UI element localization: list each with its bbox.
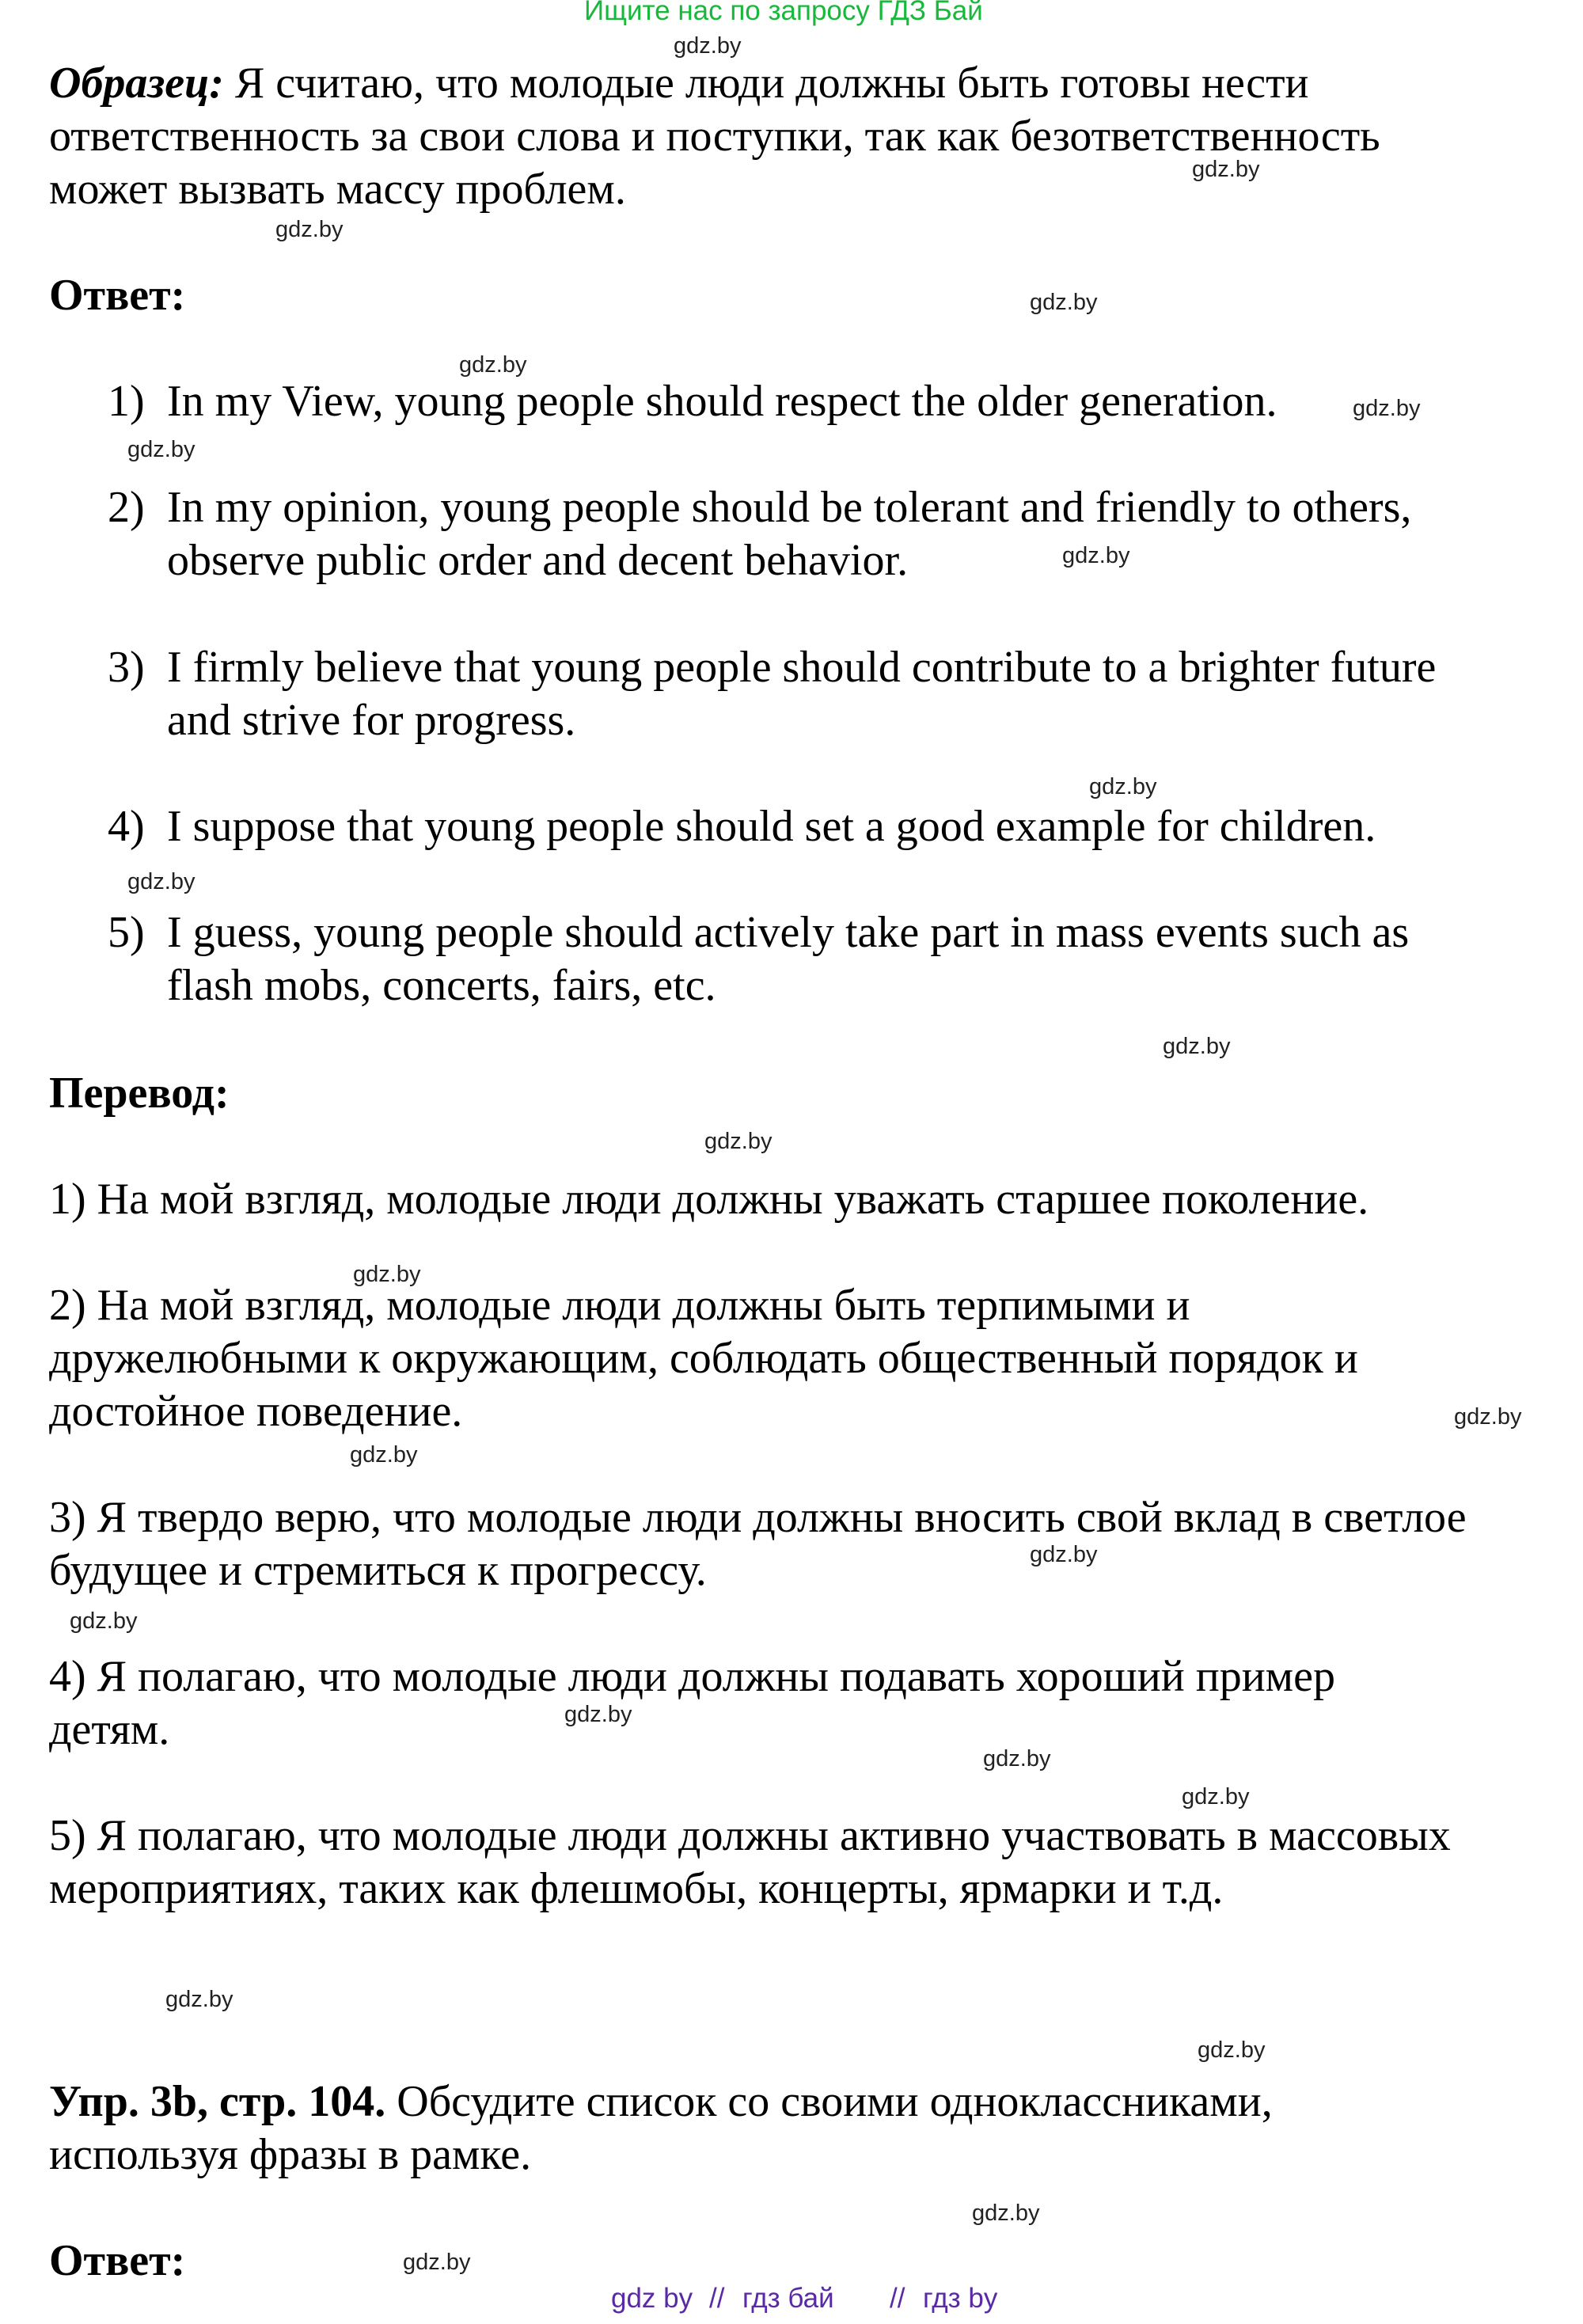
footer-link-gdz-by-cyr[interactable]: гдз by	[923, 2283, 998, 2314]
translation-line: 4) Я полагаю, что молодые люди должны подавать хороший пример	[49, 1652, 1335, 1701]
watermark: gdz.by	[350, 1442, 418, 1468]
watermark: gdz.by	[1198, 2037, 1266, 2063]
answer-item-text: I firmly believe that young people should contribute to a brighter future	[167, 643, 1437, 692]
answer-item-text: In my opinion, young people should be tolerant and friendly to others,	[167, 483, 1412, 532]
footer-separator: //	[709, 2283, 725, 2314]
answer-heading: Ответ:	[49, 271, 186, 320]
watermark: gdz.by	[127, 437, 196, 462]
sample-line-2: ответственность за свои слова и поступки, так как безответственность	[49, 112, 1380, 161]
watermark: gdz.by	[165, 1987, 233, 2012]
watermark: gdz.by	[983, 1746, 1051, 1771]
answer-item-text: observe public order and decent behavior.	[167, 536, 909, 585]
watermark: gdz.by	[1089, 774, 1157, 799]
watermark: gdz.by	[1182, 1784, 1250, 1809]
answer-item-number: 4)	[108, 802, 145, 851]
watermark: gdz.by	[972, 2201, 1040, 2226]
answer-item-text: flash mobs, concerts, fairs, etc.	[167, 961, 716, 1010]
answer-item-text: In my View, young people should respect the older generation.	[167, 377, 1277, 426]
watermark: gdz.by	[127, 869, 196, 894]
exercise-line-2: используя фразы в рамке.	[49, 2130, 532, 2179]
header-site-label: gdz.by	[674, 33, 742, 59]
watermark: gdz.by	[403, 2250, 471, 2275]
answer2-heading: Ответ:	[49, 2236, 186, 2285]
translation-line: 3) Я твердо верю, что молодые люди должны вносить свой вклад в светлое	[49, 1493, 1467, 1542]
answer-item-number: 3)	[108, 643, 145, 692]
watermark: gdz.by	[1030, 1542, 1098, 1567]
sample-line-3: может вызвать массу проблем.	[49, 165, 626, 214]
answer-item-number: 5)	[108, 908, 145, 957]
watermark: gdz.by	[353, 1262, 421, 1287]
footer-separator: //	[890, 2283, 905, 2314]
exercise-line-1	[49, 2075, 1273, 2128]
answer-item-text: I suppose that young people should set a good example for children.	[167, 802, 1376, 851]
answer-item-number: 2)	[108, 483, 145, 532]
watermark: gdz.by	[564, 1702, 632, 1727]
sample-text-1: Я считаю, что молодые люди должны быть готовы нести	[223, 59, 1309, 108]
translation-line: 2) На мой взгляд, молодые люди должны быть терпимыми и	[49, 1281, 1190, 1330]
watermark: gdz.by	[1353, 396, 1421, 421]
translation-line: мероприятиях, таких как флешмобы, концерты, ярмарки и т.д.	[49, 1864, 1224, 1913]
answer-item-text: and strive for progress.	[167, 696, 576, 745]
translation-line: 5) Я полагаю, что молодые люди должны активно участвовать в массовых	[49, 1811, 1451, 1860]
translation-line: будущее и стремиться к прогрессу.	[49, 1546, 707, 1595]
footer-link-gdz-bai[interactable]: гдз бай	[742, 2283, 834, 2314]
watermark: gdz.by	[459, 352, 527, 378]
translation-line: дружелюбными к окружающим, соблюдать общественный порядок и	[49, 1334, 1358, 1383]
watermark: gdz.by	[70, 1608, 138, 1634]
translation-line: достойное поведение.	[49, 1387, 463, 1436]
exercise-label: Упр. 3b, стр. 104.	[49, 2077, 386, 2126]
watermark: gdz.by	[1454, 1404, 1522, 1430]
translation-heading: Перевод:	[49, 1069, 230, 1118]
watermark: gdz.by	[1030, 290, 1098, 315]
watermark: gdz.by	[275, 217, 344, 242]
watermark: gdz.by	[704, 1129, 773, 1154]
sample-label: Образец:	[49, 59, 224, 108]
header-search-link[interactable]: Ищите нас по запросу ГДЗ Бай	[584, 0, 983, 26]
footer-link-gdz-by[interactable]: gdz by	[611, 2283, 693, 2314]
answer-item-number: 1)	[108, 377, 145, 426]
translation-line: 1) На мой взгляд, молодые люди должны уважать старшее поколение.	[49, 1175, 1369, 1224]
watermark: gdz.by	[1163, 1034, 1231, 1059]
watermark: gdz.by	[1062, 543, 1130, 568]
translation-line: детям.	[49, 1705, 170, 1754]
watermark: gdz.by	[1192, 157, 1260, 182]
sample-line-1	[49, 57, 1309, 109]
answer-item-text: I guess, young people should actively take part in mass events such as	[167, 908, 1410, 957]
exercise-text-1: Обсудите список со своими одноклассниками,	[385, 2077, 1273, 2126]
